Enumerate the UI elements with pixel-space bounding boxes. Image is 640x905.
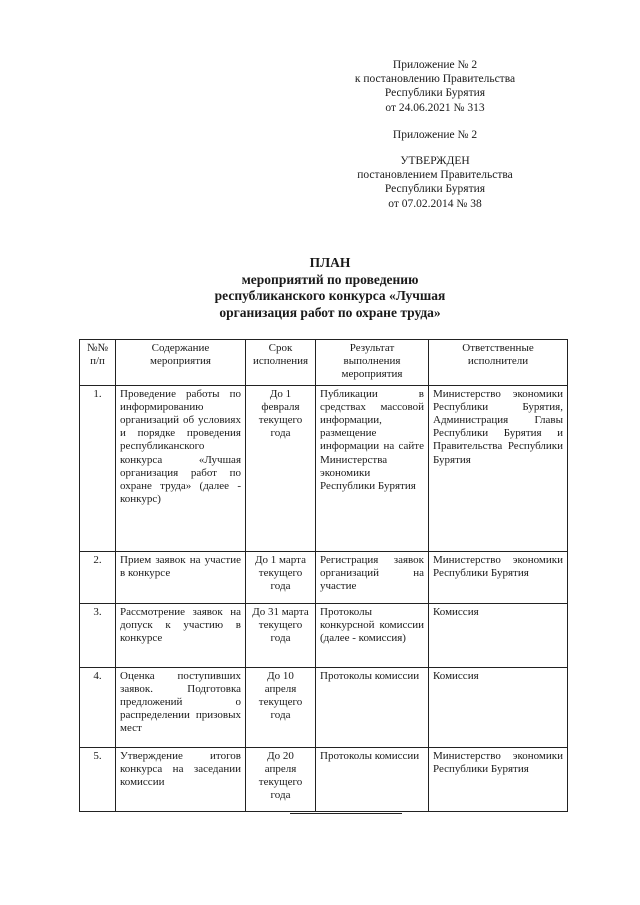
row-result: Протоколы конкурсной комиссии (далее - комиссия) — [316, 603, 429, 667]
table-row — [80, 747, 568, 811]
title-line: республиканского конкурса «Лучшая — [214, 288, 446, 303]
appendix-line: Республики Бурятия — [384, 87, 486, 100]
row-result: Протоколы комиссии — [316, 747, 429, 811]
appendix-date: от 07.02.2014 № 38 — [388, 197, 482, 210]
header-deadline: Срок исполнения — [246, 340, 316, 386]
row-responsible: Министерство экономики Республики Бурятия, Администрация Главы Республики Бурятия и Правительства Республики Бурятия — [429, 385, 568, 551]
header-number: №№ п/п — [80, 340, 116, 386]
table-row — [80, 385, 568, 551]
header-content: Содержание мероприятия — [116, 340, 246, 386]
title-line: организация работ по охране труда» — [219, 304, 441, 320]
appendix-line: Приложение № 2 — [392, 59, 478, 71]
table-row — [80, 603, 568, 667]
row-result: Регистрация заявок организаций на участие — [316, 551, 429, 603]
appendix-line: к постановлению Правительства — [354, 73, 516, 86]
row-content: Оценка поступивших заявок. Подготовка предложений о распределении призовых мест — [116, 667, 246, 747]
row-deadline: До 20 апреля текущего года — [246, 747, 316, 811]
appendix-date: от 24.06.2021 № 313 — [385, 101, 485, 114]
spacer — [300, 115, 570, 128]
row-deadline: До 1 марта текущего года — [246, 551, 316, 603]
header-responsible: Ответственные исполнители — [429, 340, 568, 386]
plan-table — [79, 339, 568, 812]
table-row — [80, 551, 568, 603]
row-content: Проведение работы по информированию организаций об условиях и порядке проведения республиканского конкурса «Лучшая организация работ по охране труда» (далее - конкурс) — [116, 385, 246, 551]
title-line: ПЛАН — [309, 255, 351, 270]
document-title — [120, 255, 540, 321]
row-result: Протоколы комиссии — [316, 667, 429, 747]
end-divider — [290, 813, 402, 814]
table-row — [80, 667, 568, 747]
row-responsible: Министерство экономики Республики Бурятия — [429, 747, 568, 811]
table-header-row — [80, 340, 568, 386]
header-result: Результат выполнения мероприятия — [316, 340, 429, 386]
row-number: 1. — [80, 385, 116, 551]
row-deadline: До 31 марта текущего года — [246, 603, 316, 667]
appendix-block — [300, 58, 570, 211]
row-responsible: Министерство экономики Республики Бурятия — [429, 551, 568, 603]
row-content: Прием заявок на участие в конкурсе — [116, 551, 246, 603]
row-number: 5. — [80, 747, 116, 811]
row-result: Публикации в средствах массовой информации, размещение информации на сайте Министерства экономики Республики Бурятия — [316, 385, 429, 551]
spacer — [300, 142, 570, 154]
row-deadline: До 10 апреля текущего года — [246, 667, 316, 747]
row-number: 4. — [80, 667, 116, 747]
approved-label: УТВЕРЖДЕН — [400, 155, 470, 168]
row-content: Утверждение итогов конкурса на заседании комиссии — [116, 747, 246, 811]
appendix-line: Приложение № 2 — [392, 128, 478, 141]
row-number: 3. — [80, 603, 116, 667]
row-content: Рассмотрение заявок на допуск к участию в конкурсе — [116, 603, 246, 667]
appendix-line: Республики Бурятия — [384, 183, 486, 196]
row-number: 2. — [80, 551, 116, 603]
row-responsible: Комиссия — [429, 667, 568, 747]
appendix-line: постановлением Правительства — [357, 169, 513, 182]
row-deadline: До 1 февраля текущего года — [246, 385, 316, 551]
title-line: мероприятий по проведению — [241, 271, 419, 287]
row-responsible: Комиссия — [429, 603, 568, 667]
